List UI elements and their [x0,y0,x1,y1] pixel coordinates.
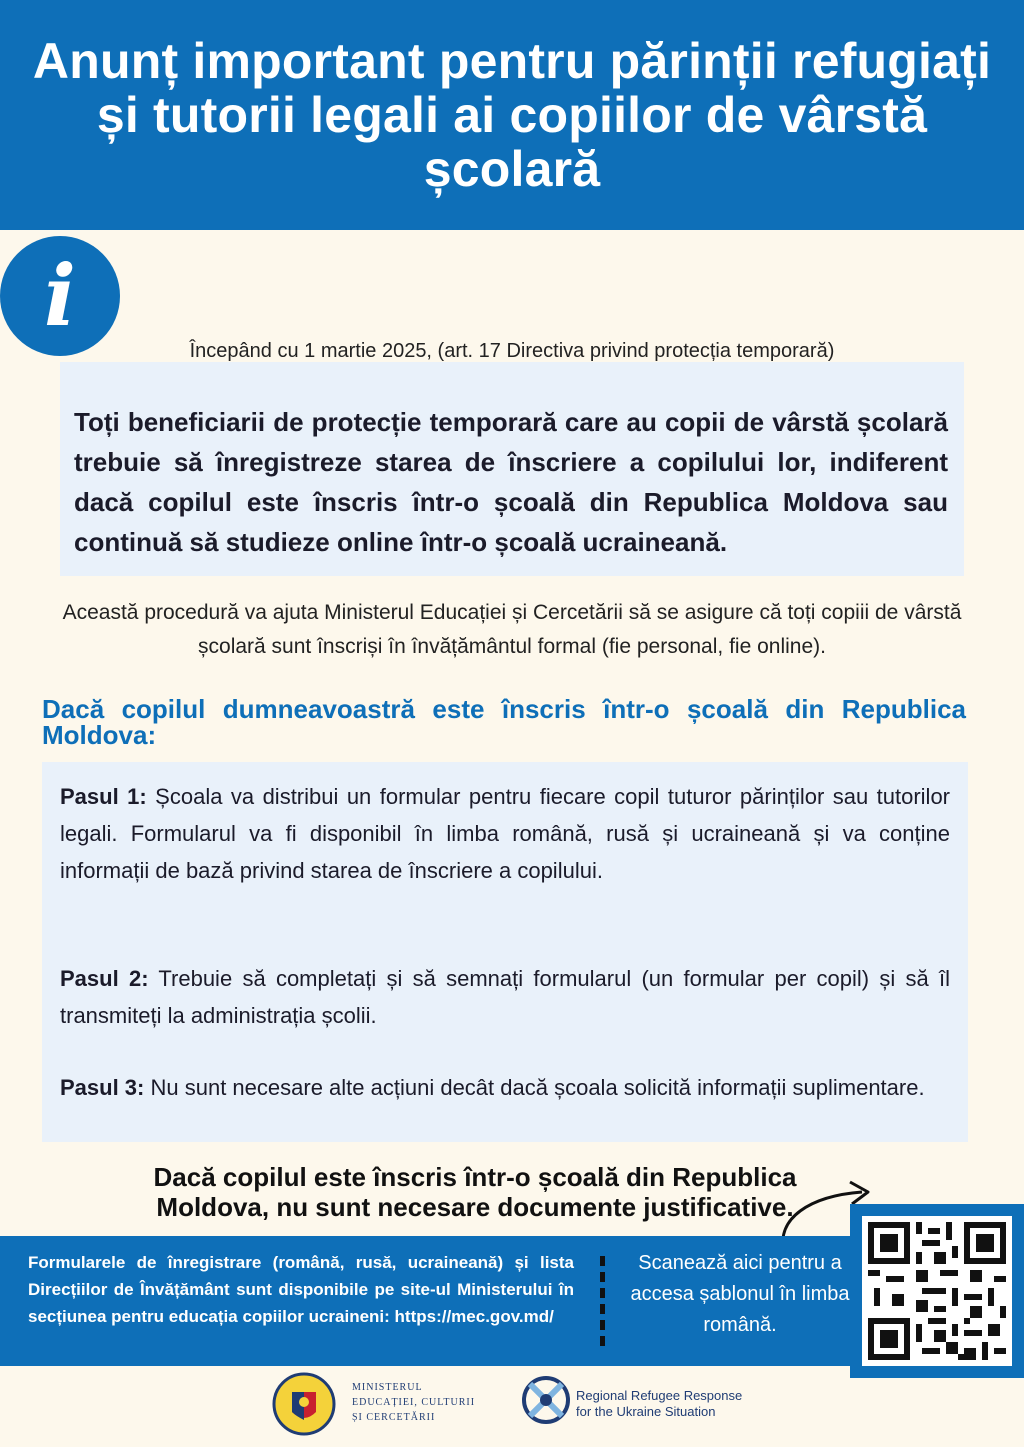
step-label: Pasul 2: [60,966,149,991]
qr-code-frame[interactable] [850,1204,1024,1378]
main-notice-box [60,362,964,576]
step-text: Nu sunt necesare alte acțiuni decât dacă școala solicită informații suplimentare. [150,1075,925,1100]
steps-box [42,762,968,1142]
ministry-line: MINISTERUL [352,1382,423,1393]
effective-date-line: Începând cu 1 martie 2025, (art. 17 Directiva privind protecția temporară) [189,340,835,362]
forms-availability-text: Formularele de înregistrare (română, rusă, ucraineană) și lista Direcțiilor de Învățământ sunt disponibile pe site-ul Ministerului în secțiunea pentru educația copiilor ucraineni: https://mec.gov.md/ [28,1253,574,1326]
rrr-line: Regional Refugee Response [576,1388,743,1403]
step-3 [60,1069,950,1106]
refugee-response-name [576,1388,742,1420]
step-text: Școala va distribui un formular pentru fiecare copil tuturor părinților sau tutorilor legali. Formularul va fi disponibil în limba română, rusă și ucraineană și va conține informații de bază privind starea de înscriere a copilului. [60,784,951,883]
page-title: Anunț important pentru părinții refugiați și tutorii legali ai copiilor de vârstă școlară [32,33,992,197]
no-documents-note: Dacă copilul este înscris într-o școală din Republica Moldova, nu sunt necesare documente justificative. [153,1162,797,1222]
info-icon [0,236,120,356]
rrr-line: for the Ukraine Situation [576,1404,716,1419]
dashed-divider [600,1256,605,1346]
qr-code-icon[interactable] [862,1216,1012,1366]
refugee-response-icon [520,1374,572,1426]
ministry-name [352,1380,475,1425]
scan-instruction: Scanează aici pentru a accesa șablonul în limba română. [630,1252,850,1336]
step-2 [60,960,950,1034]
main-notice-text: Toți beneficiarii de protecție temporară care au copii de vârstă școlară trebuie să înregistreze starea de înscriere a copilului lor, indiferent dacă copilul este înscris într-o școală din Republica Moldova sau continuă să studieze online într-o școală ucraineană. [74,407,948,557]
ministry-line: ȘI CERCETĂRII [352,1412,436,1423]
refugee-response-logo [520,1374,760,1434]
step-label: Pasul 3: [60,1075,145,1100]
info-glyph: i [44,246,76,345]
step-text: Trebuie să completați și să semnați formularul (un formular per copil) și să îl transmiteți la administrația școlii. [60,966,951,1028]
ministry-line: EDUCAȚIEI, CULTURII [352,1397,476,1408]
step-label: Pasul 1: [60,784,147,809]
partner-logos [0,1370,1024,1447]
purpose-text: Această procedură va ajuta Ministerul Educației și Cercetării să se asigure că toți copiii de vârstă școlară sunt înscriși în învățământul formal (fie personal, fie online). [62,601,962,658]
moldova-coat-of-arms-icon [272,1370,336,1440]
ministry-logo [272,1370,502,1440]
step-1 [60,778,950,889]
enrolled-section-heading: Dacă copilul dumneavoastră este înscris într-o școală din Republica Moldova: [42,694,966,750]
header-banner [0,0,1024,230]
